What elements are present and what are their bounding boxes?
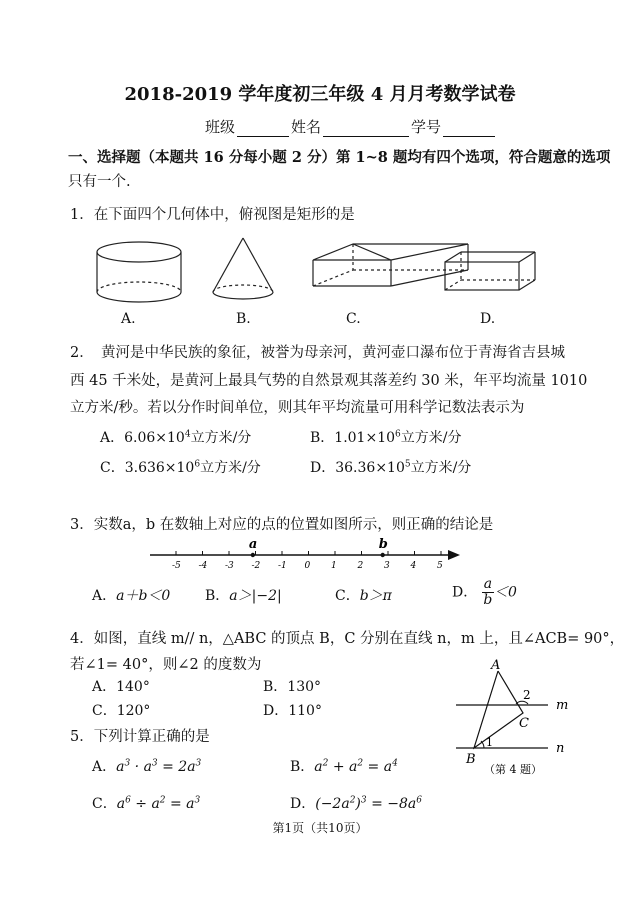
axis-tick-label: -4	[198, 561, 208, 571]
section-heading-line2: 只有一个.	[68, 174, 131, 190]
option-exponent: 6	[395, 429, 401, 440]
angle2-label: 2	[523, 688, 531, 702]
q2-stem-line2: 西 45 千米处，是黄河上最具气势的自然景观其落差约 30 米，年平均流量 1010	[70, 373, 588, 389]
option-label: B．	[205, 588, 230, 604]
option-exponent: 6	[194, 459, 201, 470]
fraction-denominator: b	[483, 592, 493, 608]
option-label: C．	[100, 460, 125, 476]
option-label: D．	[452, 584, 478, 601]
q1-option-d[interactable]: D.	[480, 311, 496, 327]
option-expression-tail: ＜0	[494, 584, 517, 601]
q5-option-a[interactable]	[92, 756, 201, 776]
q4-option-b[interactable]: B．130°	[263, 679, 322, 695]
option-label: C．	[335, 588, 360, 604]
option-unit: 立方米/分	[410, 460, 472, 476]
axis-tick-label: -2	[251, 561, 261, 571]
student-info	[205, 116, 497, 137]
q5-option-c[interactable]	[92, 793, 200, 813]
option-expression: b＞π	[359, 588, 392, 604]
option-coef: 3.636×10	[124, 460, 195, 476]
option-exponent: 5	[404, 459, 411, 470]
option-unit: 立方米/分	[400, 430, 462, 446]
vertex-c-label: C	[519, 716, 529, 731]
axis-tick-label: -5	[172, 561, 181, 571]
number-blank[interactable]	[443, 122, 495, 137]
option-coef: 6.06×10	[124, 430, 185, 446]
option-exponent: 4	[184, 429, 191, 440]
q5-option-b[interactable]	[290, 756, 398, 776]
option-expression: a＞|−2|	[229, 588, 282, 604]
q3-option-b[interactable]	[205, 585, 282, 605]
vertex-b-label: B	[466, 752, 476, 767]
name-label: 姓名	[291, 118, 322, 136]
q3-option-c[interactable]	[335, 585, 392, 605]
triangle-abc	[474, 671, 523, 748]
option-label: A．	[100, 430, 125, 446]
option-coef: 36.36×10	[335, 460, 405, 476]
q3-stem: 3．实数a，b 在数轴上对应的点的位置如图所示，则正确的结论是	[70, 517, 494, 533]
q2-option-d[interactable]	[310, 457, 471, 477]
axis-arrow	[448, 550, 460, 560]
axis-tick-label: 4	[410, 561, 417, 571]
option-expression: $a^6 \div a^2 = a^3$	[116, 795, 201, 812]
point-a-dot	[251, 553, 255, 557]
axis-tick-label: 0	[304, 561, 311, 571]
axis-tick-label: -1	[278, 561, 287, 571]
q4-option-a[interactable]: A．140°	[92, 679, 150, 695]
q5-stem: 5．下列计算正确的是	[70, 729, 210, 745]
q4-stem-line2: 若∠1= 40°，则∠2 的度数为	[70, 657, 262, 673]
number-label: 学号	[411, 118, 442, 136]
axis-tick-label: -3	[225, 561, 234, 571]
q3-number-line	[140, 535, 470, 575]
axis-tick-label: 1	[331, 561, 337, 571]
option-expression: a＋b＜0	[116, 588, 171, 604]
option-expression: $a^3 \cdot a^3 = 2a^3$	[116, 758, 202, 775]
cone-shape	[213, 238, 273, 299]
option-expression: $a^2 + a^2 = a^4$	[314, 758, 398, 775]
class-blank[interactable]	[237, 122, 289, 137]
option-label: A．	[92, 759, 117, 775]
angle1-label: 1	[486, 736, 493, 749]
fraction-numerator: a	[483, 576, 493, 592]
figure-caption: （第 4 题）	[484, 763, 542, 776]
q4-stem-line1: 4．如图，直线 m// n，△ABC 的顶点 B，C 分别在直线 n，m 上，且∠ACB= 90°，	[70, 631, 625, 647]
q4-figure	[448, 655, 588, 780]
option-label: A．	[92, 588, 117, 604]
section-heading-line1: 一、选择题（本题共 16 分每小题 2 分）第 1~8 题均有四个选项，符合题意的选项	[68, 149, 611, 166]
q4-option-d[interactable]: D．110°	[263, 703, 322, 719]
page-title: 2018-2019 学年度初三年级 4 月月考数学试卷	[124, 84, 516, 105]
angle1-arc	[481, 741, 484, 748]
rectangular-prism-shape	[445, 252, 535, 290]
point-b-dot	[381, 553, 385, 557]
line-m-label: m	[556, 698, 569, 713]
q2-stem-line3: 立方米/秒。若以分作时间单位，则其年平均流量可用科学记数法表示为	[70, 400, 525, 416]
option-unit: 立方米/分	[200, 460, 261, 476]
option-label: D．	[310, 460, 336, 476]
q3-option-d[interactable]	[452, 577, 517, 608]
vertex-a-label: A	[491, 658, 501, 673]
q1-option-a[interactable]: A.	[121, 311, 136, 327]
page-footer: 第1页（共10页）	[272, 821, 368, 835]
name-blank[interactable]	[323, 122, 409, 137]
q5-option-d[interactable]	[290, 793, 422, 813]
line-n-label: n	[556, 741, 565, 756]
q2-option-a[interactable]	[100, 427, 251, 447]
point-b-label: b	[378, 537, 388, 552]
option-coef: 1.01×10	[334, 430, 396, 446]
q1-option-c[interactable]: C.	[346, 311, 361, 327]
axis-tick-label: 5	[437, 561, 443, 571]
axis-tick-label: 2	[357, 561, 364, 571]
q1-option-b[interactable]: B.	[236, 311, 251, 327]
q1-solids-figure	[80, 234, 550, 314]
q1-stem: 1．在下面四个几何体中，俯视图是矩形的是	[70, 207, 355, 223]
axis-tick-label: 3	[384, 561, 390, 571]
q3-option-a[interactable]	[92, 585, 170, 605]
q2-option-b[interactable]	[310, 427, 461, 447]
cylinder-shape	[97, 242, 181, 302]
option-label: B．	[290, 759, 315, 775]
option-label: B．	[310, 430, 335, 446]
option-label: C．	[92, 796, 117, 812]
class-label: 班级	[205, 118, 236, 136]
fraction	[482, 577, 494, 608]
q4-option-c[interactable]: C．120°	[92, 703, 151, 719]
option-unit: 立方米/分	[190, 430, 252, 446]
option-label: D．	[290, 796, 316, 812]
q2-stem-line1: 2． 黄河是中华民族的象征，被誉为母亲河，黄河壶口瀑布位于青海省吉县城	[70, 345, 565, 361]
q2-option-c[interactable]	[100, 457, 261, 477]
point-a-label: a	[248, 537, 258, 552]
option-expression: $(-2a^2)^3 = -8a^6$	[315, 795, 422, 812]
